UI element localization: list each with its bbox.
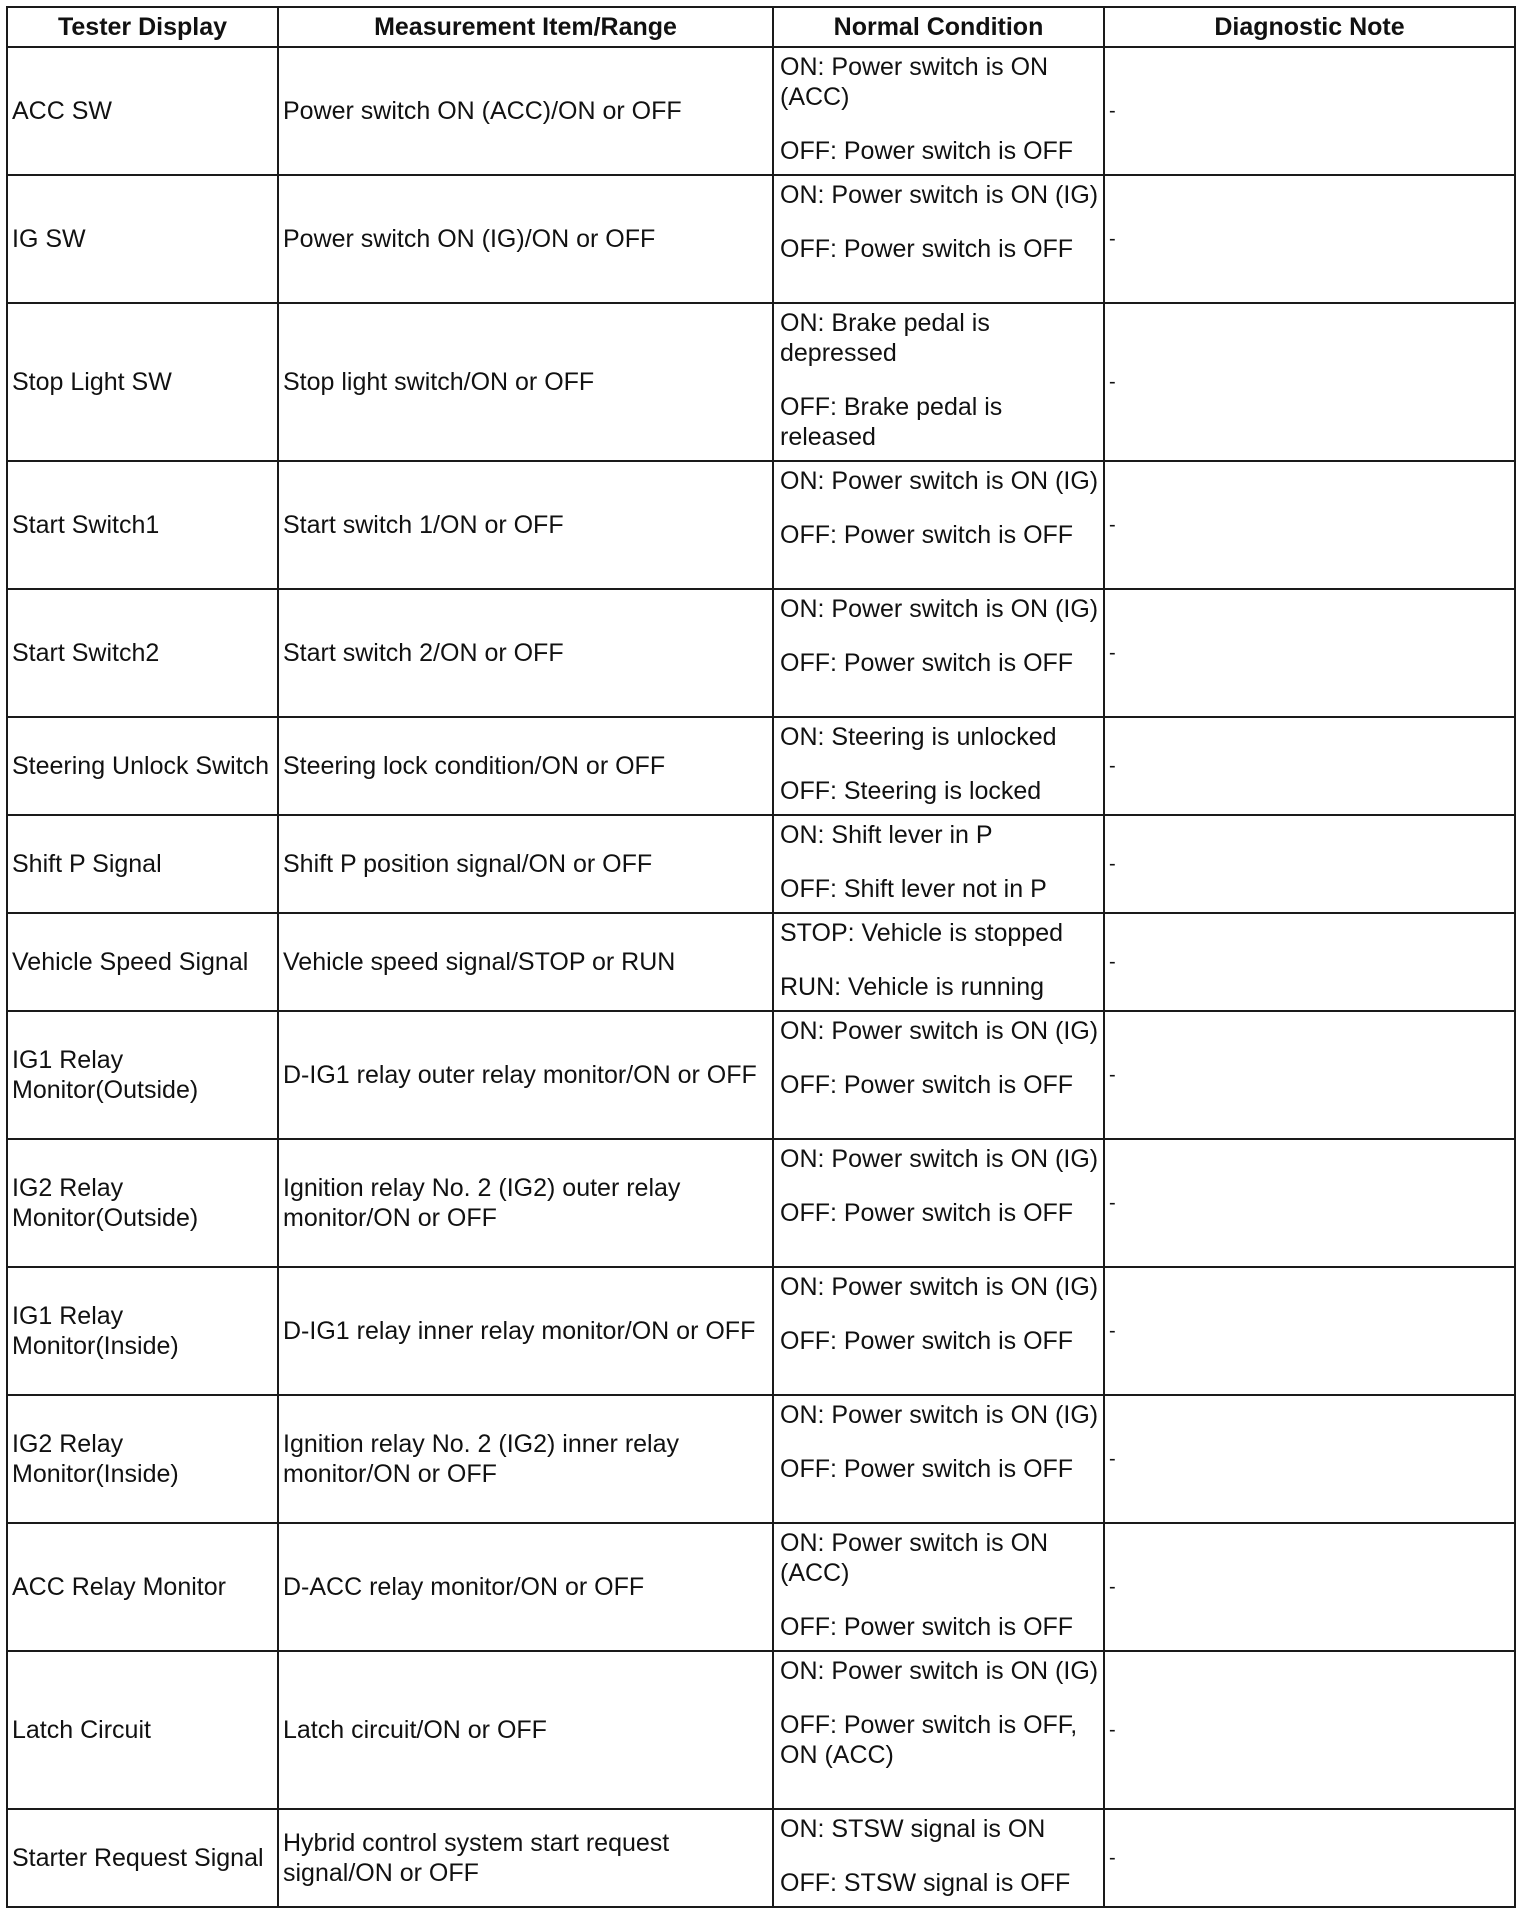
cell-tester-display: Starter Request Signal: [7, 1809, 278, 1907]
cell-tester-display: Start Switch1: [7, 461, 278, 589]
cell-diagnostic-note: -: [1104, 589, 1515, 717]
condition-off-text: RUN: Vehicle is running: [780, 973, 1045, 1001]
cell-measurement-item: Vehicle speed signal/STOP or RUN: [278, 913, 773, 1011]
condition-off-text: OFF: Power switch is OFF: [780, 649, 1074, 677]
cell-diagnostic-note: -: [1104, 461, 1515, 589]
header-tester-display: Tester Display: [7, 7, 278, 47]
cell-normal-condition: [773, 913, 1104, 1011]
condition-on-text: ON: Power switch is ON (IG): [780, 595, 1099, 623]
cell-tester-display: IG2 Relay Monitor(Outside): [7, 1139, 278, 1267]
header-row: [7, 7, 1515, 47]
cell-normal-condition: [773, 1395, 1104, 1523]
cell-tester-display: ACC SW: [7, 47, 278, 175]
table-row: [7, 1523, 1515, 1651]
condition-on-text: ON: Power switch is ON (ACC): [780, 53, 1049, 111]
cell-measurement-item: Hybrid control system start request signal/ON or OFF: [278, 1809, 773, 1907]
cell-diagnostic-note: -: [1104, 1523, 1515, 1651]
condition-off-text: OFF: Power switch is OFF: [780, 1199, 1074, 1227]
cell-measurement-item: Start switch 1/ON or OFF: [278, 461, 773, 589]
cell-tester-display: Steering Unlock Switch: [7, 717, 278, 815]
cell-measurement-item: Shift P position signal/ON or OFF: [278, 815, 773, 913]
cell-measurement-item: Start switch 2/ON or OFF: [278, 589, 773, 717]
cell-measurement-item: Power switch ON (ACC)/ON or OFF: [278, 47, 773, 175]
cell-normal-condition: [773, 1267, 1104, 1395]
condition-off-text: OFF: Power switch is OFF, ON (ACC): [780, 1711, 1078, 1769]
cell-tester-display: IG2 Relay Monitor(Inside): [7, 1395, 278, 1523]
cell-diagnostic-note: -: [1104, 1139, 1515, 1267]
cell-normal-condition: [773, 1139, 1104, 1267]
table-row: [7, 589, 1515, 717]
cell-diagnostic-note: -: [1104, 47, 1515, 175]
cell-tester-display: Shift P Signal: [7, 815, 278, 913]
condition-off-text: OFF: Power switch is OFF: [780, 1613, 1074, 1641]
condition-on-text: ON: Power switch is ON (ACC): [780, 1529, 1049, 1587]
condition-off-text: OFF: Brake pedal is released: [780, 393, 1003, 451]
cell-measurement-item: Power switch ON (IG)/ON or OFF: [278, 175, 773, 303]
condition-on-text: ON: Power switch is ON (IG): [780, 1273, 1099, 1301]
document-page: [6, 6, 1514, 1908]
cell-tester-display: Latch Circuit: [7, 1651, 278, 1809]
cell-normal-condition: [773, 1011, 1104, 1139]
table-row: [7, 815, 1515, 913]
cell-normal-condition: [773, 1523, 1104, 1651]
cell-diagnostic-note: -: [1104, 175, 1515, 303]
condition-on-text: ON: Steering is unlocked: [780, 723, 1057, 751]
cell-normal-condition: [773, 1809, 1104, 1907]
cell-tester-display: Stop Light SW: [7, 303, 278, 461]
cell-diagnostic-note: -: [1104, 303, 1515, 461]
cell-normal-condition: [773, 815, 1104, 913]
cell-diagnostic-note: -: [1104, 1651, 1515, 1809]
condition-on-text: ON: STSW signal is ON: [780, 1815, 1046, 1843]
condition-off-text: OFF: Power switch is OFF: [780, 235, 1074, 263]
header-diagnostic-note: Diagnostic Note: [1104, 7, 1515, 47]
condition-off-text: OFF: Power switch is OFF: [780, 1455, 1074, 1483]
cell-normal-condition: [773, 717, 1104, 815]
cell-tester-display: Vehicle Speed Signal: [7, 913, 278, 1011]
cell-normal-condition: [773, 461, 1104, 589]
table-header: [7, 7, 1515, 47]
condition-on-text: ON: Power switch is ON (IG): [780, 1401, 1099, 1429]
cell-normal-condition: [773, 303, 1104, 461]
cell-diagnostic-note: -: [1104, 717, 1515, 815]
table-row: [7, 303, 1515, 461]
condition-on-text: ON: Power switch is ON (IG): [780, 1145, 1099, 1173]
condition-on-text: ON: Power switch is ON (IG): [780, 181, 1099, 209]
condition-on-text: ON: Shift lever in P: [780, 821, 993, 849]
table-row: [7, 1139, 1515, 1267]
cell-measurement-item: Stop light switch/ON or OFF: [278, 303, 773, 461]
table-row: [7, 1395, 1515, 1523]
cell-diagnostic-note: -: [1104, 1267, 1515, 1395]
data-list-table: [6, 6, 1516, 1908]
table-row: [7, 913, 1515, 1011]
cell-diagnostic-note: -: [1104, 815, 1515, 913]
condition-on-text: ON: Power switch is ON (IG): [780, 1657, 1099, 1685]
condition-off-text: OFF: Power switch is OFF: [780, 137, 1074, 165]
header-normal-condition: Normal Condition: [773, 7, 1104, 47]
table-row: [7, 1011, 1515, 1139]
cell-normal-condition: [773, 175, 1104, 303]
condition-on-text: ON: Power switch is ON (IG): [780, 467, 1099, 495]
cell-diagnostic-note: -: [1104, 1011, 1515, 1139]
table-row: [7, 717, 1515, 815]
cell-diagnostic-note: -: [1104, 1809, 1515, 1907]
table-row: [7, 1651, 1515, 1809]
table-row: [7, 1267, 1515, 1395]
table-row: [7, 461, 1515, 589]
cell-measurement-item: Steering lock condition/ON or OFF: [278, 717, 773, 815]
cell-normal-condition: [773, 589, 1104, 717]
cell-normal-condition: [773, 1651, 1104, 1809]
table-row: [7, 175, 1515, 303]
cell-measurement-item: D-IG1 relay inner relay monitor/ON or OFF: [278, 1267, 773, 1395]
table-row: [7, 1809, 1515, 1907]
cell-tester-display: IG1 Relay Monitor(Outside): [7, 1011, 278, 1139]
cell-measurement-item: Latch circuit/ON or OFF: [278, 1651, 773, 1809]
table-row: [7, 47, 1515, 175]
cell-diagnostic-note: -: [1104, 1395, 1515, 1523]
condition-on-text: STOP: Vehicle is stopped: [780, 919, 1064, 947]
condition-on-text: ON: Brake pedal is depressed: [780, 309, 990, 367]
condition-off-text: OFF: Power switch is OFF: [780, 521, 1074, 549]
cell-measurement-item: D-ACC relay monitor/ON or OFF: [278, 1523, 773, 1651]
table-body: [7, 47, 1515, 1907]
cell-tester-display: ACC Relay Monitor: [7, 1523, 278, 1651]
condition-off-text: OFF: Steering is locked: [780, 777, 1042, 805]
cell-diagnostic-note: -: [1104, 913, 1515, 1011]
condition-off-text: OFF: Shift lever not in P: [780, 875, 1047, 903]
cell-measurement-item: Ignition relay No. 2 (IG2) outer relay monitor/ON or OFF: [278, 1139, 773, 1267]
cell-measurement-item: D-IG1 relay outer relay monitor/ON or OFF: [278, 1011, 773, 1139]
condition-on-text: ON: Power switch is ON (IG): [780, 1017, 1099, 1045]
condition-off-text: OFF: STSW signal is OFF: [780, 1869, 1071, 1897]
header-measurement-item: Measurement Item/Range: [278, 7, 773, 47]
cell-measurement-item: Ignition relay No. 2 (IG2) inner relay monitor/ON or OFF: [278, 1395, 773, 1523]
condition-off-text: OFF: Power switch is OFF: [780, 1071, 1074, 1099]
condition-off-text: OFF: Power switch is OFF: [780, 1327, 1074, 1355]
cell-tester-display: IG SW: [7, 175, 278, 303]
cell-normal-condition: [773, 47, 1104, 175]
cell-tester-display: Start Switch2: [7, 589, 278, 717]
cell-tester-display: IG1 Relay Monitor(Inside): [7, 1267, 278, 1395]
